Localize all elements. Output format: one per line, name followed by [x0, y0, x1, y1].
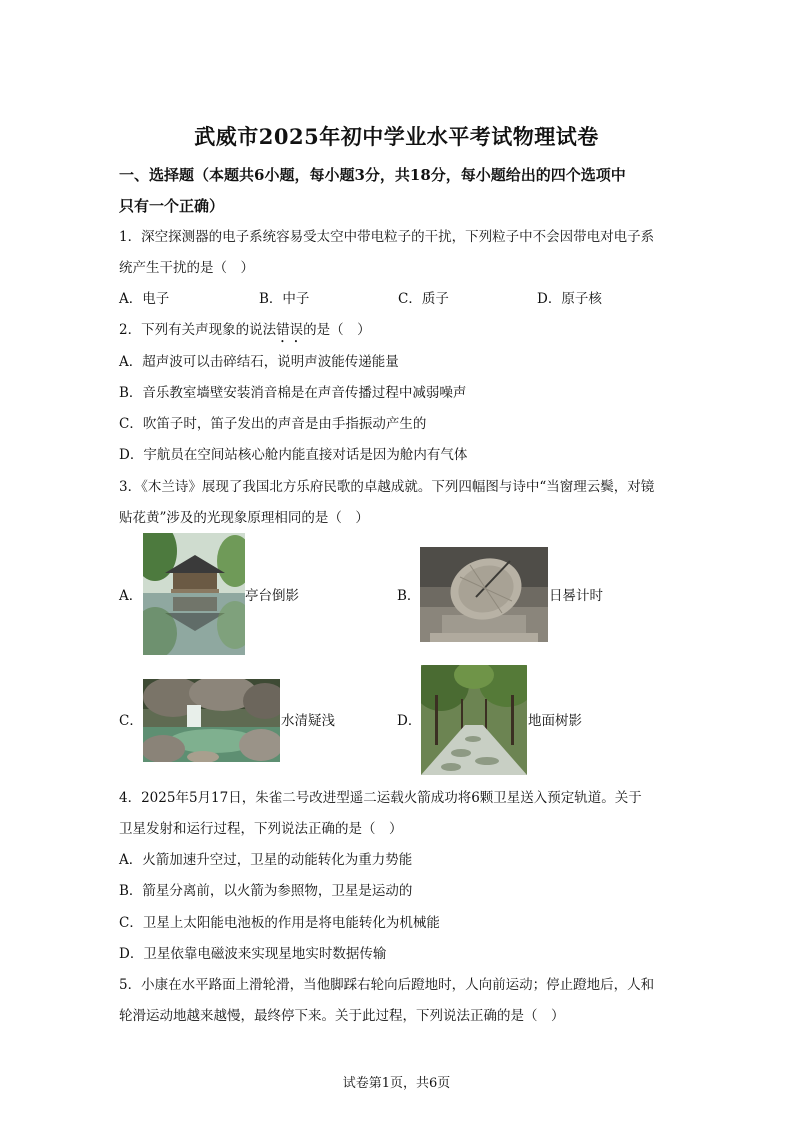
exam-title: 武威市2025年初中学业水平考试物理试卷 — [194, 124, 599, 149]
q4-stem-line1: 4．2025年5月17日，朱雀二号改进型遥二运载火箭成功将6颗卫星送入预定轨道。关于 — [119, 790, 642, 806]
q3-stem-line2: 贴花黄”涉及的光现象原理相同的是（ ） — [119, 510, 369, 526]
q3-option-d-letter: D． — [397, 713, 422, 729]
q2-option-c: C．吹笛子时，笛子发出的声音是由手指振动产生的 — [119, 416, 427, 432]
q1-option-b: B．中子 — [259, 291, 310, 307]
q4-stem-line2: 卫星发射和运行过程，下列说法正确的是（ ） — [119, 821, 403, 837]
q4-option-c: C．卫星上太阳能电池板的作用是将电能转化为机械能 — [119, 915, 440, 931]
q2-option-d: D．宇航员在空间站核心舱内能直接对话是因为舱内有气体 — [119, 447, 468, 463]
q4-option-d: D．卫星依靠电磁波来实现星地实时数据传输 — [119, 946, 387, 962]
clear-stream-image — [143, 679, 280, 762]
q4-option-a: A．火箭加速升空过，卫星的动能转化为重力势能 — [119, 852, 413, 868]
q3-option-c-letter: C． — [119, 713, 143, 729]
q3-option-a-caption: 亭台倒影 — [245, 588, 299, 604]
q1-option-c: C．质子 — [398, 291, 449, 307]
q2-stem — [119, 321, 371, 346]
q3-option-b-letter: B． — [397, 588, 421, 604]
q5-stem-line1: 5．小康在水平路面上滑轮滑，当他脚踩右轮向后蹬地时，人向前运动；停止蹬地后，人和 — [119, 977, 655, 993]
q2-option-a: A．超声波可以击碎结石，说明声波能传递能量 — [119, 354, 399, 370]
q1-option-d: D．原子核 — [537, 291, 602, 307]
q3-stem-line1: 3．《木兰诗》展现了我国北方乐府民歌的卓越成就。下列四幅图与诗中“当窗理云鬓，对镜 — [119, 479, 655, 495]
section-heading-line1: 一、选择题（本题共6小题，每小题3分，共18分，每小题给出的四个选项中 — [119, 166, 626, 184]
pavilion-reflection-image — [143, 533, 245, 655]
q3-option-d-caption: 地面树影 — [528, 713, 582, 729]
q2-stem-post: 的是（ ） — [303, 322, 371, 338]
q3-option-c-caption: 水清疑浅 — [281, 713, 335, 729]
q5-stem-line2: 轮滑运动地越来越慢，最终停下来。关于此过程，下列说法正确的是（ ） — [119, 1008, 565, 1024]
sundial-image — [420, 547, 548, 642]
q1-option-a: A．电子 — [119, 291, 170, 307]
q3-option-a-letter: A． — [119, 588, 143, 604]
page-footer: 试卷第1页，共6页 — [342, 1076, 451, 1091]
q1-stem-line2: 统产生干扰的是（ ） — [119, 260, 254, 276]
tree-shadows-image — [421, 665, 527, 775]
q2-stem-emphasis: 错误 — [276, 322, 304, 338]
q1-stem-line1: 1．深空探测器的电子系统容易受太空中带电粒子的干扰，下列粒子中不会因带电对电子系 — [119, 229, 655, 245]
q3-option-b-caption: 日晷计时 — [549, 588, 603, 604]
q2-option-b: B．音乐教室墙壁安装消音棉是在声音传播过程中减弱噪声 — [119, 385, 467, 401]
section-heading-line2: 只有一个正确） — [119, 197, 225, 215]
q2-stem-pre: 2．下列有关声现象的说法 — [119, 322, 277, 338]
q4-option-b: B．箭星分离前，以火箭为参照物，卫星是运动的 — [119, 883, 413, 899]
